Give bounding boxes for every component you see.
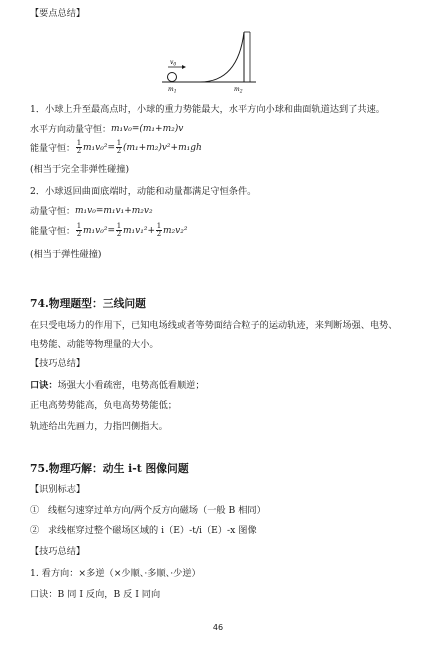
m1-label: $m_1$ xyxy=(168,86,177,95)
section-75-item-2: ② 求线框穿过整个磁场区域的 i（E）-t/i（E）-x 图像 xyxy=(30,525,257,536)
fraction-half: $\frac{1}{2}$ xyxy=(116,222,122,238)
note-elastic: (相当于弹性碰撞) xyxy=(30,249,102,260)
energy-formula-2: 能量守恒： $\frac{1}{2}$ m₁v₀²= $\frac{1}{2}$ m₁v₁²+ $\frac{1}{2}$ m₂v₂² xyxy=(30,222,188,238)
fraction-half: $\frac{1}{2}$ xyxy=(76,139,82,155)
fraction-half: $\frac{1}{2}$ xyxy=(116,139,122,155)
note-inelastic: (相当于完全非弹性碰撞) xyxy=(30,164,130,175)
point-1-text: 1．小球上升至最高点时，小球的重力势能最大，水平方向小球和曲面轨道达到了共速。 xyxy=(30,104,385,115)
curved-track xyxy=(200,32,244,82)
key-points-header: 【要点总结】 xyxy=(30,8,86,19)
section-74-para-1: 在只受电场力的作用下，已知电场线或者等势面结合粒子的运动轨迹，来判断场强、电势、 xyxy=(30,320,398,331)
momentum-formula-1: 水平方向动量守恒： m₁v₀=(m₁+m₂)v xyxy=(30,123,184,135)
velocity-arrowhead xyxy=(182,65,186,69)
section-75-point-1: 1. 看方向：×多逆（×少顺、·多顺、·少逆） xyxy=(30,568,201,579)
section-75-title: 75.物理巧解：动生 i-t 图像问题 xyxy=(30,462,189,475)
section-74-mnemonic-1: 口诀：场强大小看疏密，电势高低看顺逆； xyxy=(30,380,205,391)
fraction-half: $\frac{1}{2}$ xyxy=(156,222,162,238)
section-75-tips-header: 【技巧总结】 xyxy=(30,546,86,557)
page-number: 46 xyxy=(212,623,224,632)
section-74-para-2: 电势能、动能等物理量的大小。 xyxy=(30,339,159,350)
section-75-identify-header: 【识别标志】 xyxy=(30,484,86,495)
section-75-item-1: ① 线框匀速穿过单方向/两个反方向磁场（一般 B 相同） xyxy=(30,505,266,516)
point-2-text: 2．小球返回曲面底端时，动能和动量都满足守恒条件。 xyxy=(30,186,257,197)
section-74-mnemonic-3: 轨迹给出先画力，力指凹侧指大。 xyxy=(30,421,168,432)
v0-label: $v_0$ xyxy=(170,59,177,68)
section-74-title: 74.物理题型：三线问题 xyxy=(30,297,146,310)
momentum-formula-2: 动量守恒： m₁v₀=m₁v₁+m₂v₂ xyxy=(30,205,153,217)
ball xyxy=(168,73,177,82)
section-74-mnemonic-2: 正电高势势能高，负电高势势能低； xyxy=(30,400,177,411)
section-75-point-2: 口诀：B 同 I 反向，B 反 I 同向 xyxy=(30,589,161,600)
track-diagram xyxy=(160,26,270,96)
m2-label: $m_2$ xyxy=(234,86,243,95)
section-74-tips-header: 【技巧总结】 xyxy=(30,358,86,369)
energy-formula-1: 能量守恒： $\frac{1}{2}$ m₁v₀²= $\frac{1}{2}$ (m₁+m₂)v²+m₁gh xyxy=(30,139,202,155)
fraction-half: $\frac{1}{2}$ xyxy=(76,222,82,238)
